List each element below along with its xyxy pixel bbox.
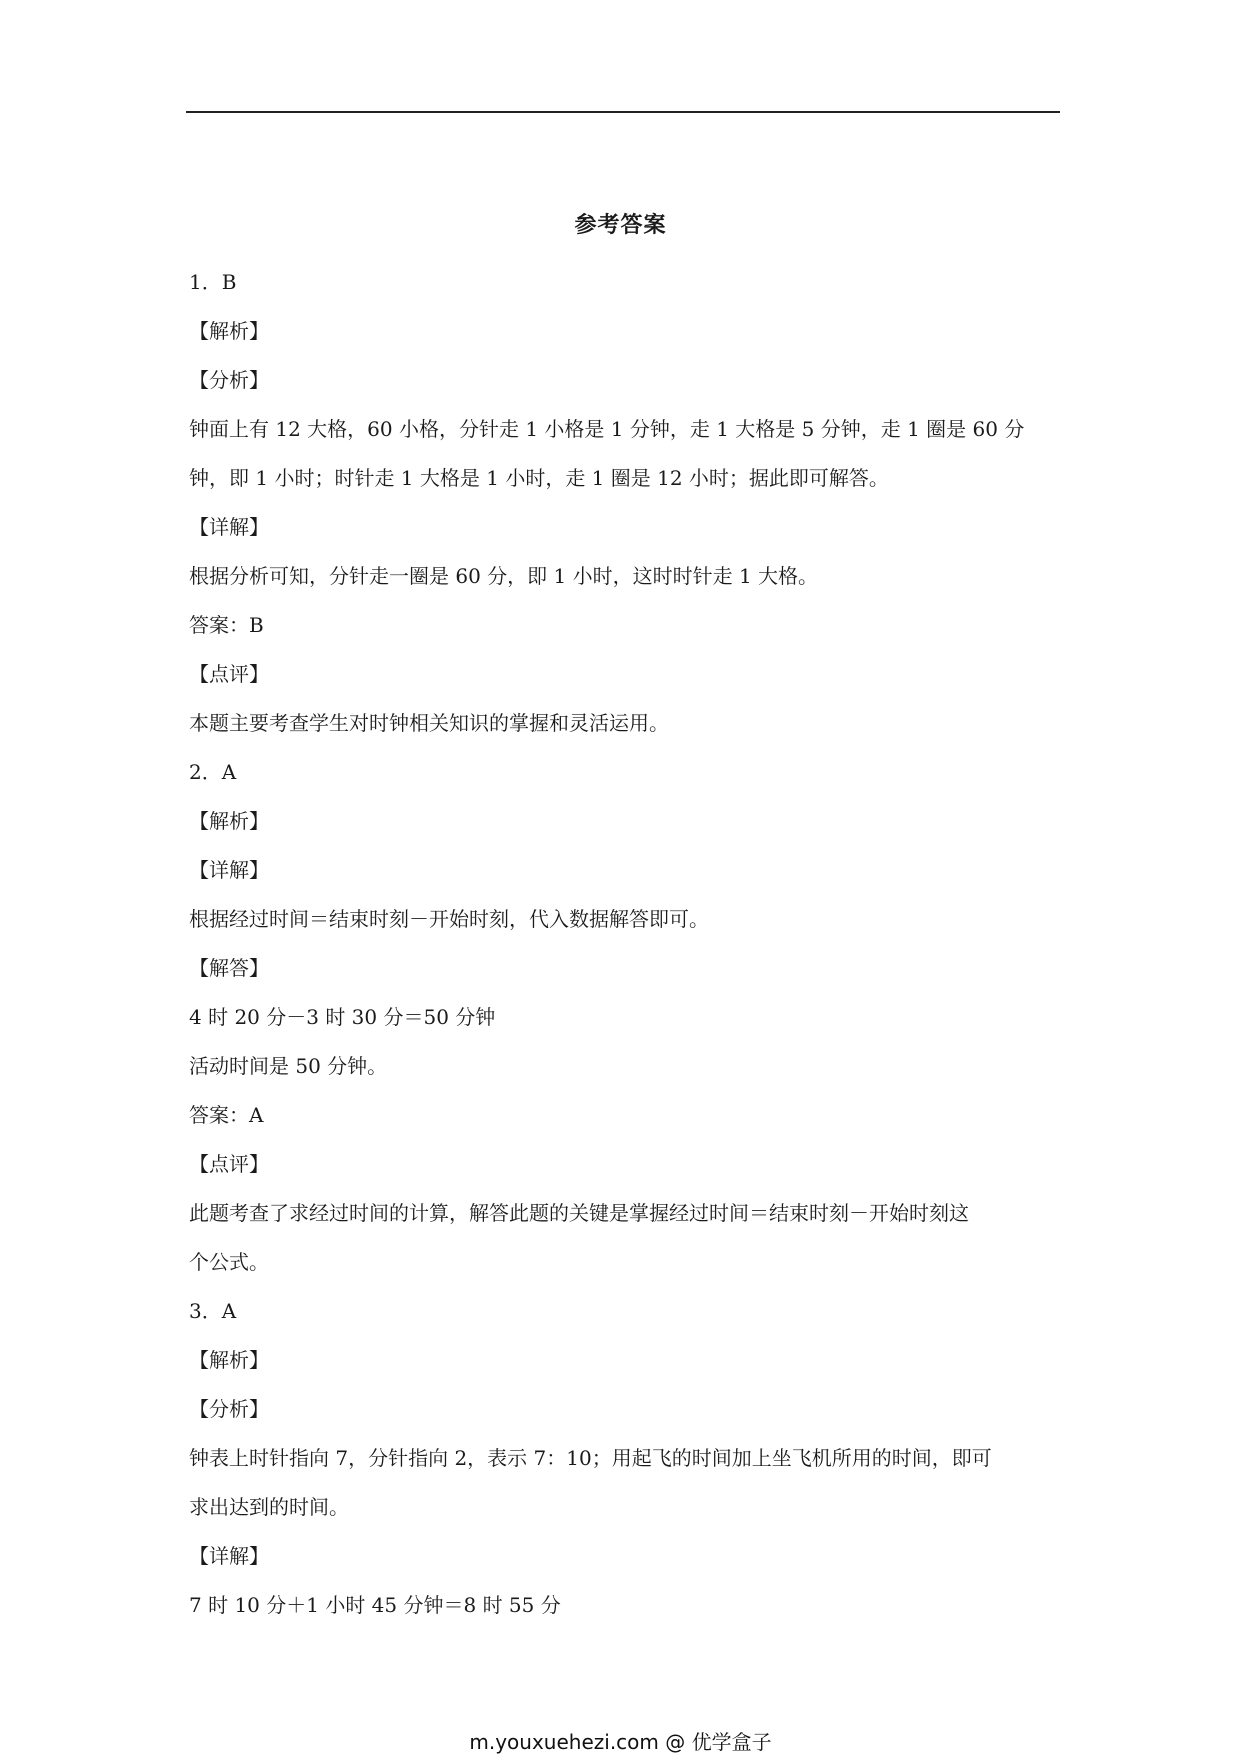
text-line: 【解析】 <box>189 1348 269 1372</box>
text-line: 钟面上有 12 大格，60 小格，分针走 1 小格是 1 分钟，走 1 大格是 5 分钟，走 1 圈是 60 分 <box>189 417 1025 441</box>
text-line: 根据分析可知，分针走一圈是 60 分，即 1 小时，这时时针走 1 大格。 <box>189 564 819 588</box>
text-line: 4 时 20 分－3 时 30 分＝50 分钟 <box>189 1005 496 1029</box>
text-line: 2．A <box>189 760 237 784</box>
text-line: 【解答】 <box>189 956 269 980</box>
text-line: 活动时间是 50 分钟。 <box>189 1054 388 1078</box>
text-line: 【点评】 <box>189 662 269 686</box>
text-line: 3．A <box>189 1299 237 1323</box>
answer-content <box>189 258 1061 1630</box>
page-title: 参考答案 <box>574 213 667 238</box>
text-line: 【详解】 <box>189 515 269 539</box>
footer-watermark: m.youxuehezi.com @ 优学盒子 <box>469 1730 772 1754</box>
text-line: 【详解】 <box>189 1544 269 1568</box>
text-line: 【解析】 <box>189 319 269 343</box>
header-rule <box>186 111 1060 113</box>
text-line: 【分析】 <box>189 1397 269 1421</box>
text-line: 【点评】 <box>189 1152 269 1176</box>
text-line: 求出达到的时间。 <box>189 1495 349 1519</box>
text-line: 钟，即 1 小时；时针走 1 大格是 1 小时，走 1 圈是 12 小时；据此即可解答。 <box>189 466 889 490</box>
text-line: 答案：B <box>189 613 264 637</box>
text-line: 【详解】 <box>189 858 269 882</box>
text-line: 个公式。 <box>189 1250 269 1274</box>
text-line: 本题主要考查学生对时钟相关知识的掌握和灵活运用。 <box>189 711 669 735</box>
text-line: 答案：A <box>189 1103 264 1127</box>
text-line: 【分析】 <box>189 368 269 392</box>
text-line: 7 时 10 分＋1 小时 45 分钟＝8 时 55 分 <box>189 1593 561 1617</box>
text-line: 1．B <box>189 270 237 294</box>
text-line: 根据经过时间＝结束时刻－开始时刻，代入数据解答即可。 <box>189 907 709 931</box>
text-line: 钟表上时针指向 7，分针指向 2，表示 7：10；用起飞的时间加上坐飞机所用的时间，即可 <box>189 1446 992 1470</box>
text-line: 此题考查了求经过时间的计算，解答此题的关键是掌握经过时间＝结束时刻－开始时刻这 <box>189 1201 969 1225</box>
text-line: 【解析】 <box>189 809 269 833</box>
